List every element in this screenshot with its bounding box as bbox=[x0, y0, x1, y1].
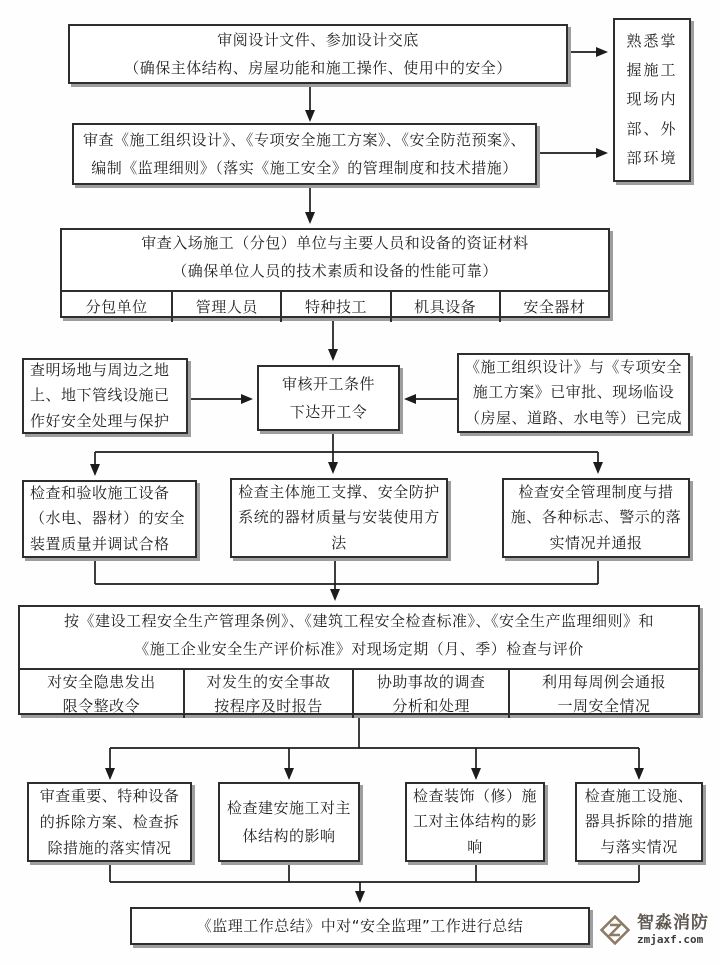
periodic-table-header bbox=[20, 603, 698, 668]
box-text-line: 编制《监理细则》（落实《施工安全》的管理制度和技术措施） bbox=[91, 159, 518, 177]
box-check-safety-rules-signs bbox=[502, 478, 690, 558]
box-text-line: 检查施工设施、器具拆除的措施与落实情况 bbox=[584, 786, 694, 856]
box-text-line: 《监理工作总结》中对“安全监理”工作进行总结 bbox=[196, 916, 524, 935]
cell-machinery: 机具设备 bbox=[390, 292, 499, 322]
entry-table-cells bbox=[62, 290, 608, 322]
cell-safety-gear: 安全器材 bbox=[499, 292, 608, 322]
watermark-logo bbox=[598, 912, 709, 948]
box-review-construction-plans bbox=[72, 123, 537, 185]
box-familiarize-site-environment bbox=[613, 18, 691, 182]
zhimiao-logo-icon bbox=[598, 912, 632, 948]
box-text-line: 下达开工令 bbox=[289, 403, 368, 421]
box-periodic-inspection bbox=[18, 605, 700, 715]
box-text-line: 检查建安施工对主体结构的影响 bbox=[226, 798, 351, 845]
cell-rectification-orders: 对安全隐患发出限令整改令 bbox=[47, 672, 156, 715]
box-text-line: 审查重要、特种设备的拆除方案、检查拆除措施的落实情况 bbox=[39, 786, 180, 858]
watermark-brand: 智淼消防 bbox=[637, 913, 709, 934]
box-review-entry-qualifications bbox=[60, 228, 610, 318]
cell-accident-reporting: 对发生的安全事故按程序及时报告 bbox=[183, 670, 353, 718]
box-review-design-documents bbox=[68, 24, 568, 84]
cell-accident-investigation: 协助事故的调查分析和处理 bbox=[352, 670, 508, 718]
cell-weekly-briefing: 利用每周例会通报一周安全情况 bbox=[508, 670, 698, 718]
box-text-line: 检查和验收施工设备（水电、器材）的安全装置质量并调试合格 bbox=[30, 483, 186, 553]
box-text-line: 检查装饰（修）施工对主体结构的影响 bbox=[413, 786, 538, 856]
box-text-line: 审核开工条件 bbox=[281, 374, 375, 393]
cell-special-workers: 特种技工 bbox=[280, 292, 389, 322]
box-text-line: 审查《施工组织设计》、《专项安全施工方案》、《安全防范预案》、 bbox=[82, 130, 526, 149]
cell-subcontractor: 分包单位 bbox=[85, 297, 148, 316]
box-check-facility-removal bbox=[575, 782, 703, 862]
watermark-text bbox=[637, 914, 709, 946]
box-check-equipment-safety bbox=[22, 480, 197, 558]
box-text-line: 熟悉掌握施工现场内部、外部环境 bbox=[626, 31, 678, 167]
box-check-support-systems bbox=[230, 478, 448, 558]
entry-table-header bbox=[62, 225, 608, 290]
cell-managers: 管理人员 bbox=[171, 292, 280, 322]
box-text-line: 《施工组织设计》与《专项安全施工方案》已审批、现场临设（房屋、道路、水电等）已完成 bbox=[465, 357, 683, 427]
box-text-line: 审阅设计文件、参加设计交底 bbox=[217, 30, 419, 49]
box-text-line: （确保主体结构、房屋功能和施工操作、使用中的安全） bbox=[124, 59, 512, 77]
box-text-line: 审查入场施工（分包）单位与主要人员和设备的资证材料 bbox=[141, 233, 529, 252]
box-text-line: （确保单位人员的技术素质和设备的性能可靠） bbox=[172, 262, 498, 280]
box-check-decoration-impact bbox=[405, 782, 545, 862]
watermark-domain: zmjaxf.com bbox=[637, 932, 704, 946]
box-text-line: 检查安全管理制度与措施、各种标志、警示的落实情况并通报 bbox=[510, 482, 682, 552]
box-check-construction-impact bbox=[218, 782, 360, 862]
box-text-line: 《施工企业安全生产评价标准》对现场定期（月、季）检查与评价 bbox=[134, 640, 584, 658]
periodic-table-cells bbox=[20, 668, 698, 718]
box-text-line: 按《建设工程安全生产管理条例》、《建筑工程安全检查标准》、《安全生产监理细则》和 bbox=[63, 611, 654, 630]
box-plans-approved-site-ready bbox=[457, 353, 690, 433]
box-site-pipeline-survey bbox=[22, 358, 188, 434]
box-final-work-summary bbox=[130, 907, 590, 945]
box-text-line: 检查主体施工支撑、安全防护系统的器材质量与安装使用方法 bbox=[238, 482, 440, 552]
box-start-work-approval bbox=[257, 365, 400, 431]
box-text-line: 查明场地与周边之地上、地下管线设施已作好安全处理与保护 bbox=[30, 360, 170, 430]
box-review-demolition-plans bbox=[27, 782, 192, 862]
